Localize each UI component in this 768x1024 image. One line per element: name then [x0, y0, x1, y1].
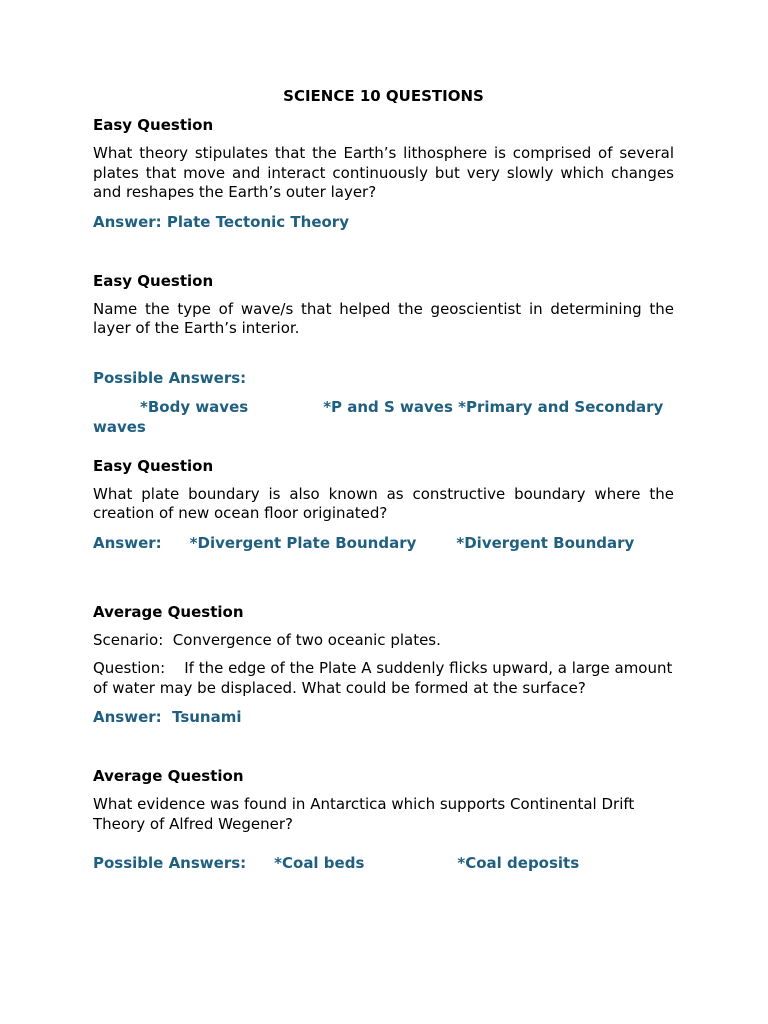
- question-text: Name the type of wave/s that helped the geoscientist in determining the layer of the Earth’s interior.: [93, 299, 674, 337]
- question-text: What theory stipulates that the Earth’s lithosphere is comprised of several plates that move and interact continuously but very slowly which changes and reshapes the Earth’s outer layer?: [93, 144, 674, 201]
- question-heading: Average Question: [93, 602, 244, 621]
- question-text: What plate boundary is also known as constructive boundary where the creation of new ocean floor originated?: [93, 484, 674, 522]
- answer-option: *Coal deposits: [457, 854, 580, 872]
- answer-option: *P and S waves: [323, 397, 453, 416]
- question-block-2: [93, 271, 674, 437]
- page-title: SCIENCE 10 QUESTIONS: [283, 87, 484, 105]
- answer-option: *Primary and Secondary waves: [93, 397, 664, 436]
- spacer: [93, 241, 674, 271]
- question-block-4: [93, 602, 674, 728]
- answer-text: Answer: Tsunami: [93, 708, 242, 726]
- question-heading: Easy Question: [93, 456, 214, 475]
- answer-option: *Divergent Plate Boundary: [189, 533, 417, 552]
- answer-label: Answer:: [93, 533, 162, 552]
- answer-option: *Divergent Boundary: [456, 533, 635, 552]
- answer-option: *Body waves: [140, 397, 249, 416]
- answer-option: *Coal beds: [274, 854, 365, 872]
- question-heading: Average Question: [93, 767, 244, 785]
- spacer: [93, 562, 674, 602]
- answer-options: [93, 533, 674, 553]
- spacer: [93, 843, 674, 853]
- question-text: What evidence was found in Antarctica which supports Continental Drift Theory of Alfred Wegener?: [93, 795, 635, 833]
- answer-options: [93, 853, 674, 873]
- question-text: Question: If the edge of the Plate A suddenly flicks upward, a large amount of water may be displaced. What could be formed at the surface?: [93, 659, 673, 697]
- answer-label: Possible Answers:: [93, 368, 247, 387]
- answer-options: [93, 397, 674, 437]
- question-block-3: [93, 456, 674, 553]
- question-heading: Easy Question: [93, 271, 214, 290]
- answer-label: Possible Answers:: [93, 854, 247, 872]
- question-heading: Easy Question: [93, 116, 214, 134]
- answer-text: Answer: Plate Tectonic Theory: [93, 212, 349, 231]
- question-block-5: [93, 766, 674, 873]
- document-page: [93, 86, 674, 882]
- spacer: [93, 736, 674, 766]
- scenario-text: Scenario: Convergence of two oceanic plates.: [93, 630, 441, 649]
- spacer: [93, 348, 674, 368]
- question-block-1: [93, 115, 674, 232]
